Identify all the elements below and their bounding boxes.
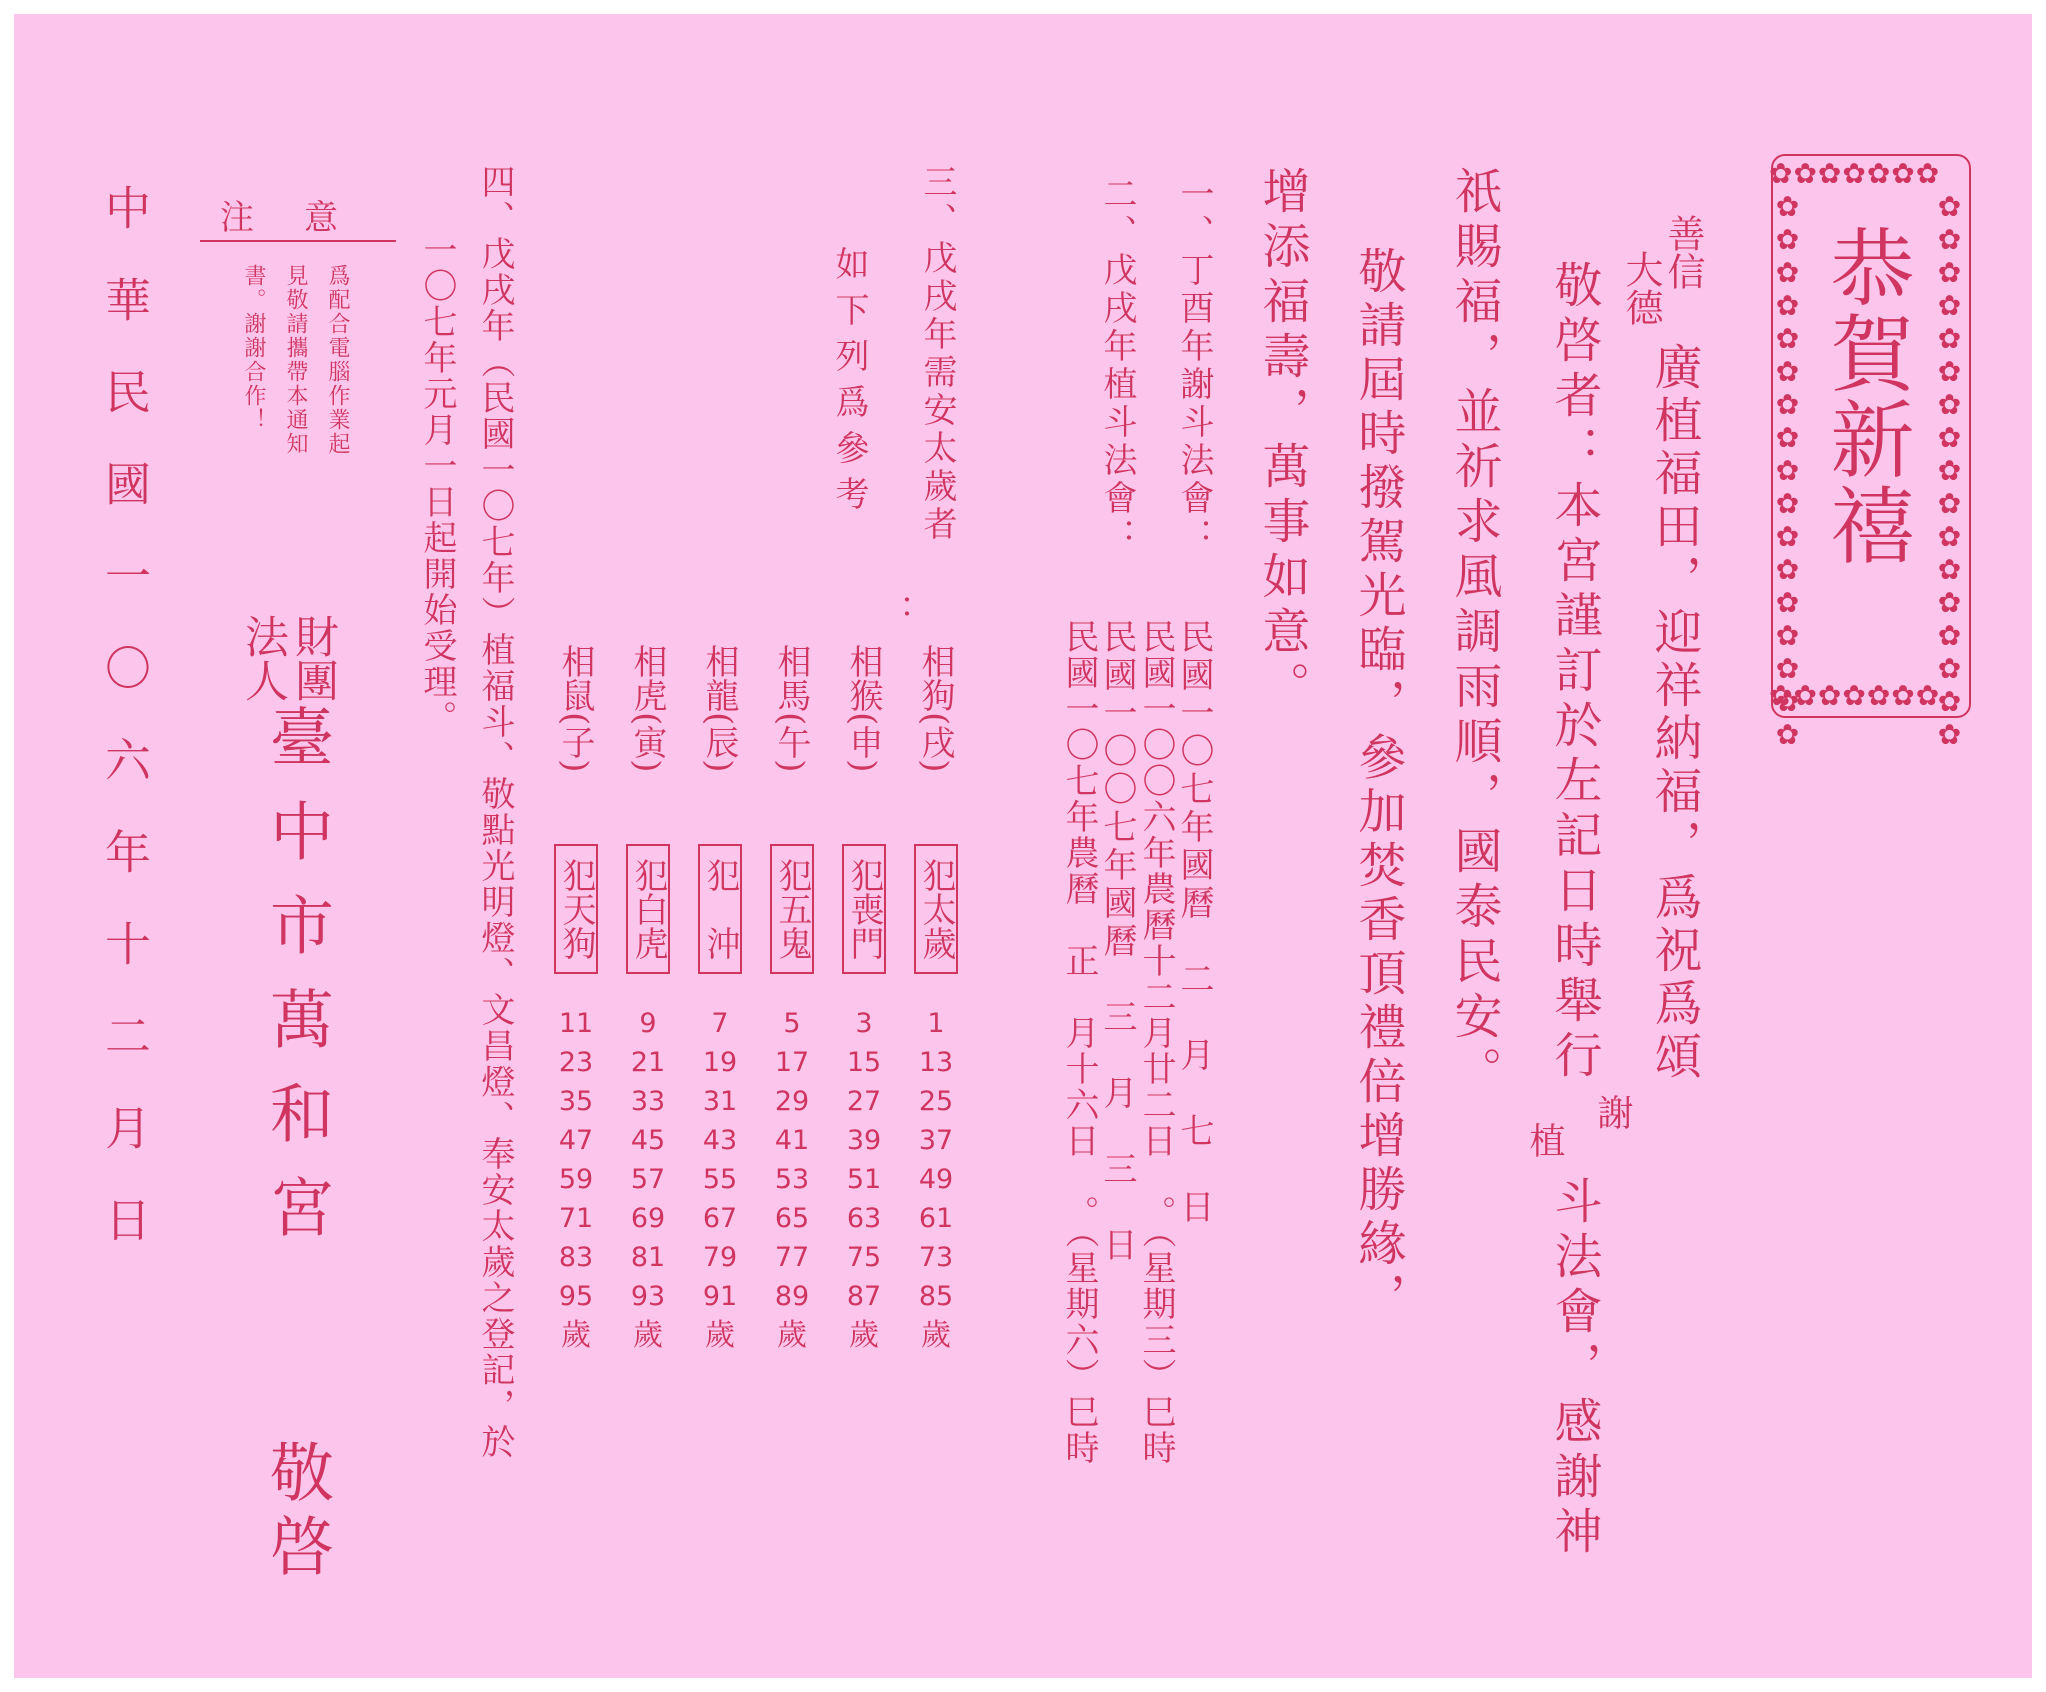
age-value: 83 — [558, 1242, 594, 1273]
age-value: 歲 — [921, 1318, 951, 1353]
age-value: 7 — [711, 1008, 729, 1039]
age-value: 19 — [702, 1047, 738, 1078]
age-value: 85 — [918, 1281, 954, 1312]
greeting-line-4: 敬請屆時撥駕光臨，參加焚香頂禮倍增勝緣， — [1350, 246, 1406, 1326]
notice-title: 注 意 — [220, 198, 346, 238]
age-value: 33 — [630, 1086, 666, 1117]
age-value: 37 — [918, 1125, 954, 1156]
age-value: 77 — [774, 1242, 810, 1273]
age-value: 49 — [918, 1164, 954, 1195]
age-value: 13 — [918, 1047, 954, 1078]
age-value: 67 — [702, 1203, 738, 1234]
age-value: 95 — [558, 1281, 594, 1312]
age-value: 69 — [630, 1203, 666, 1234]
age-value: 39 — [846, 1125, 882, 1156]
age-value: 71 — [558, 1203, 594, 1234]
age-value: 41 — [774, 1125, 810, 1156]
greeting-line-3: 祇賜福，並祈求風調雨順，國泰民安。 — [1446, 166, 1502, 1101]
flower-border-bottom-icon: ✿✿✿✿✿✿✿ — [1769, 679, 1941, 712]
greeting-small-b: 大德 — [1619, 250, 1663, 326]
age-value: 21 — [630, 1047, 666, 1078]
sender-prefix-b: 法人 — [237, 614, 288, 702]
age-value: 59 — [558, 1164, 594, 1195]
age-value: 25 — [918, 1086, 954, 1117]
event-2-date: 民國一〇〇七年國曆 三 月 三 日 — [1097, 619, 1137, 1265]
flower-border-top-icon: ✿✿✿✿✿✿✿ — [1769, 157, 1941, 190]
age-value: 歲 — [705, 1318, 735, 1353]
age-value: 91 — [702, 1281, 738, 1312]
age-value: 87 — [846, 1281, 882, 1312]
age-value: 27 — [846, 1086, 882, 1117]
age-value: 63 — [846, 1203, 882, 1234]
clash-box: 犯五鬼 — [770, 844, 814, 974]
age-value: 61 — [918, 1203, 954, 1234]
age-value: 23 — [558, 1047, 594, 1078]
clash-box: 犯喪門 — [842, 844, 886, 974]
notice-line-2: 見敬請攜帶本通知 — [283, 264, 308, 456]
age-value: 43 — [702, 1125, 738, 1156]
event-1-label: 一、丁酉年謝斗法會： — [1174, 176, 1214, 556]
greeting-line-2a: 敬啓者：本宮謹訂於左記日時舉行 — [1546, 260, 1602, 1085]
age-value: 9 — [639, 1008, 657, 1039]
section-4-line-1: 四、戊戌年（民國一〇七年）植福斗、敬點光明燈、文昌燈、奉安太歲之登記，於 — [475, 164, 515, 1460]
zodiac-label: 相猴(申) — [843, 644, 883, 773]
age-value: 53 — [774, 1164, 810, 1195]
greeting-small-d: 植 — [1524, 1122, 1565, 1158]
age-value: 歲 — [633, 1318, 663, 1353]
event-2-label: 二、戊戌年植斗法會： — [1097, 176, 1137, 556]
notice-rule — [200, 240, 396, 242]
greeting-line-2b: 斗法會，感謝神 — [1546, 1176, 1602, 1561]
notice-line-1: 爲配合電腦作業起 — [325, 264, 350, 456]
zodiac-label: 相鼠(子) — [555, 644, 595, 773]
age-value: 1 — [927, 1008, 945, 1039]
age-value: 歲 — [849, 1318, 879, 1353]
section-3-colon: ： — [875, 594, 915, 628]
date-line: 中華民國一〇六年十二月日 — [98, 184, 152, 1288]
age-value: 73 — [918, 1242, 954, 1273]
clash-box: 犯太歲 — [914, 844, 958, 974]
sender-suffix: 敬啓 — [259, 1439, 333, 1587]
age-value: 55 — [702, 1164, 738, 1195]
clash-box: 犯白虎 — [626, 844, 670, 974]
age-value: 29 — [774, 1086, 810, 1117]
age-value: 3 — [855, 1008, 873, 1039]
sender-name: 臺中市萬和宮 — [259, 704, 333, 1268]
greeting-line-1: 廣植福田，迎祥納福，爲祝爲頌 — [1646, 342, 1702, 1084]
age-value: 歲 — [561, 1318, 591, 1353]
zodiac-label: 相狗(戌) — [915, 644, 955, 773]
clash-box: 犯天狗 — [554, 844, 598, 974]
greeting-small-a: 善信 — [1661, 214, 1705, 290]
zodiac-label: 相虎(寅) — [627, 644, 667, 773]
age-value: 15 — [846, 1047, 882, 1078]
zodiac-label: 相龍(辰) — [699, 644, 739, 773]
age-value: 31 — [702, 1086, 738, 1117]
greeting-line-5: 增添福壽，萬事如意。 — [1254, 166, 1310, 716]
zodiac-label: 相馬(午) — [771, 644, 811, 773]
clash-box: 犯 沖 — [698, 844, 742, 974]
event-2b-date: 民國一〇七年農曆 正 月十六日 。（星期六）巳時 — [1059, 619, 1099, 1466]
age-value: 65 — [774, 1203, 810, 1234]
greeting-small-c: 謝 — [1592, 1094, 1633, 1130]
age-value: 歲 — [777, 1318, 807, 1353]
age-value: 75 — [846, 1242, 882, 1273]
age-value: 79 — [702, 1242, 738, 1273]
age-value: 35 — [558, 1086, 594, 1117]
page-title: 恭賀新禧 — [1817, 224, 1915, 568]
age-value: 57 — [630, 1164, 666, 1195]
event-1-date: 民國一〇七年國曆 二 月 七 日 — [1174, 619, 1214, 1227]
section-4-line-2: 一〇七年元月一日起開始受理。 — [417, 232, 457, 736]
age-value: 45 — [630, 1125, 666, 1156]
age-value: 17 — [774, 1047, 810, 1078]
notice-sheet — [14, 14, 2032, 1678]
age-value: 11 — [558, 1008, 594, 1039]
section-3-heading: 三、戊戌年需安太歲者 — [917, 164, 957, 544]
age-value: 89 — [774, 1281, 810, 1312]
notice-line-3: 書。謝謝合作！ — [241, 264, 266, 432]
section-3-sub: 如下列爲參考 — [829, 246, 869, 522]
flower-border-left-icon: ✿✿✿✿✿✿✿✿✿✿✿✿✿✿✿✿✿ — [1771, 190, 1804, 751]
age-value: 47 — [558, 1125, 594, 1156]
age-value: 51 — [846, 1164, 882, 1195]
flower-border-right-icon: ✿✿✿✿✿✿✿✿✿✿✿✿✿✿✿✿✿ — [1933, 190, 1966, 751]
sender-prefix-a: 財團 — [287, 614, 338, 702]
event-1b-date: 民國一〇〇六年農曆十二月廿二日 。（星期三）巳時 — [1136, 619, 1176, 1466]
age-value: 81 — [630, 1242, 666, 1273]
age-value: 5 — [783, 1008, 801, 1039]
age-value: 93 — [630, 1281, 666, 1312]
